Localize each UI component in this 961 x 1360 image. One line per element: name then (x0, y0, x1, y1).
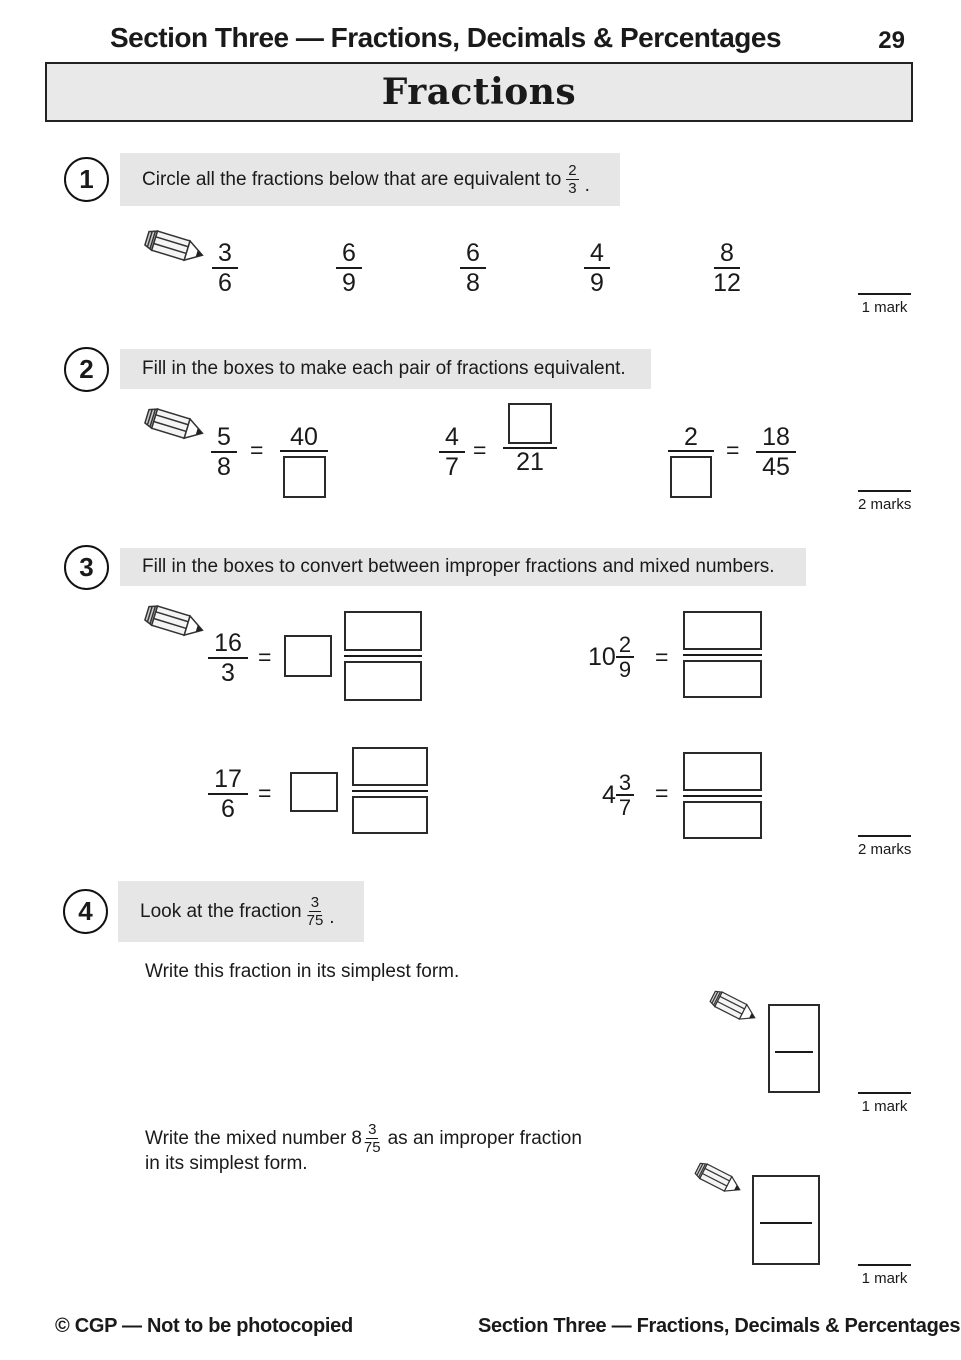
pair-2-left-fraction (430, 424, 474, 481)
denominator-answer-box[interactable] (283, 456, 326, 498)
question-3-prompt-text: Fill in the boxes to convert between improper fractions and mixed numbers. (142, 556, 775, 577)
denominator: 7 (445, 453, 459, 481)
numerator-answer-box[interactable] (683, 611, 762, 650)
marks-label: 2 marks (858, 496, 912, 513)
numerator-answer-box[interactable] (352, 747, 428, 786)
item-4-mixed-number (602, 771, 634, 819)
pencil-icon (142, 405, 210, 447)
question-1-prompt-text: Circle all the fractions below that are equivalent to (142, 168, 562, 190)
numerator: 3 (616, 771, 634, 796)
footer-section: Section Three — Fractions, Decimals & Percentages (478, 1315, 961, 1337)
question-4a-answer-box[interactable] (768, 1004, 820, 1093)
numerator: 17 (208, 766, 248, 795)
question-4b-fraction (364, 1122, 381, 1156)
section-header: Section Three — Fractions, Decimals & Percentages (109, 22, 782, 53)
denominator: 9 (342, 269, 356, 297)
question-2-marks (858, 490, 911, 513)
denominator: 9 (590, 269, 604, 297)
item-4-fraction-answer (683, 752, 762, 839)
item-1-fraction-answer (344, 611, 422, 701)
pencil-icon (142, 602, 210, 644)
equals-sign: = (258, 780, 272, 806)
target-fraction-denominator: 3 (568, 179, 577, 197)
pencil-icon (707, 987, 762, 1028)
question-4b-text-line2: in its simplest form. (145, 1153, 308, 1174)
denominator: 7 (618, 795, 632, 820)
denominator-answer-box[interactable] (683, 660, 762, 698)
target-fraction (566, 163, 578, 197)
numerator: 3 (368, 1121, 377, 1138)
numerator: 2 (616, 633, 634, 658)
question-4b-after: as an improper fraction (387, 1128, 582, 1149)
denominator: 45 (762, 453, 790, 481)
mixed-fraction (616, 771, 634, 819)
denominator: 3 (221, 659, 235, 687)
numerator: 6 (336, 240, 362, 269)
question-4b-marks (858, 1264, 911, 1287)
whole-number: 10 (588, 642, 616, 671)
question-1-prompt (120, 153, 620, 206)
question-4a-marks (858, 1092, 911, 1115)
question-4-prompt-text: Look at the fraction (140, 900, 302, 922)
equals-sign: = (473, 437, 487, 463)
marks-line (858, 835, 911, 837)
equals-sign: = (258, 644, 272, 670)
fraction-option-5[interactable] (701, 240, 753, 297)
question-4-fraction (307, 895, 324, 929)
item-3-fraction-answer (352, 747, 428, 834)
pair-1-left-fraction (202, 424, 246, 481)
mixed-whole-number: 8 (351, 1128, 362, 1149)
numerator: 3 (212, 240, 238, 269)
marks-label: 1 mark (861, 299, 908, 316)
numerator: 5 (211, 424, 237, 453)
question-1-number: 1 (64, 157, 109, 202)
denominator-answer-box[interactable] (683, 801, 762, 839)
pair-1-right-fraction (280, 424, 328, 498)
question-3-marks (858, 835, 911, 858)
pair-3-left-fraction (668, 424, 714, 498)
whole-number: 4 (602, 780, 616, 809)
numerator: 3 (310, 893, 320, 911)
numerator: 4 (584, 240, 610, 269)
whole-number-answer-box[interactable] (290, 772, 338, 812)
fraction-bar (760, 1222, 812, 1224)
mixed-fraction (616, 633, 634, 681)
numerator: 18 (756, 424, 796, 453)
fraction-bar (775, 1051, 813, 1053)
question-3-prompt (120, 548, 806, 586)
numerator-answer-box[interactable] (344, 611, 422, 651)
fraction-bar (683, 795, 762, 797)
marks-label: 1 mark (861, 1270, 908, 1287)
marks-line (858, 293, 911, 295)
denominator: 75 (363, 1139, 381, 1156)
marks-line (858, 490, 911, 492)
fraction-option-2[interactable] (323, 240, 375, 297)
question-4b-before: Write the mixed number (145, 1128, 347, 1149)
denominator: 12 (713, 269, 741, 297)
question-4-prompt-period: . (329, 907, 335, 928)
item-2-mixed-number (588, 633, 634, 681)
equals-sign: = (726, 437, 740, 463)
question-3-number: 3 (64, 545, 109, 590)
denominator: 6 (218, 269, 232, 297)
pair-3-right-fraction (752, 424, 800, 481)
page-number: 29 (878, 27, 905, 54)
denominator-answer-box[interactable] (344, 661, 422, 701)
numerator-answer-box[interactable] (508, 403, 552, 444)
equals-sign: = (655, 780, 669, 806)
fraction-bar (280, 450, 328, 452)
denominator-answer-box[interactable] (670, 456, 712, 498)
question-2-prompt-text: Fill in the boxes to make each pair of fractions equivalent. (142, 358, 626, 379)
pencil-icon (692, 1159, 747, 1200)
denominator: 6 (221, 795, 235, 823)
question-4b-text-line1 (145, 1122, 582, 1156)
denominator: 9 (618, 657, 632, 682)
numerator: 6 (460, 240, 486, 269)
pair-2-right-fraction (503, 403, 557, 475)
worksheet-title: Fractions (381, 71, 577, 113)
question-4b-answer-box[interactable] (752, 1175, 820, 1265)
question-1-prompt-period: . (584, 175, 590, 196)
marks-label: 2 marks (858, 841, 912, 858)
fraction-bar (344, 655, 422, 657)
denominator: 21 (516, 448, 544, 476)
fraction-bar (352, 790, 428, 792)
numerator: 4 (439, 424, 465, 453)
fraction-option-3[interactable] (447, 240, 499, 297)
footer-copyright: © CGP — Not to be photocopied (55, 1315, 353, 1337)
marks-label: 1 mark (861, 1098, 908, 1115)
numerator-answer-box[interactable] (683, 752, 762, 791)
fraction-option-4[interactable] (571, 240, 623, 297)
equals-sign: = (250, 437, 264, 463)
numerator: 16 (208, 630, 248, 659)
item-1-improper-fraction (204, 630, 252, 687)
fraction-bar (683, 654, 762, 656)
numerator: 2 (684, 423, 698, 451)
question-2-number: 2 (64, 347, 109, 392)
question-1-marks (858, 293, 911, 316)
denominator: 8 (466, 269, 480, 297)
numerator: 40 (290, 423, 318, 451)
worksheet-title-box (45, 62, 913, 122)
item-2-fraction-answer (683, 611, 762, 698)
marks-line (858, 1264, 911, 1266)
denominator-answer-box[interactable] (352, 796, 428, 834)
equals-sign: = (655, 644, 669, 670)
whole-number-answer-box[interactable] (284, 635, 332, 677)
denominator: 75 (306, 911, 324, 929)
fraction-option-1[interactable] (199, 240, 251, 297)
denominator: 8 (217, 453, 231, 481)
item-3-improper-fraction (204, 766, 252, 823)
target-fraction-numerator: 2 (568, 161, 577, 179)
question-4-prompt (118, 881, 364, 942)
question-4-number: 4 (63, 889, 108, 934)
numerator: 8 (714, 240, 740, 269)
question-2-prompt (120, 349, 651, 389)
fraction-bar (668, 450, 714, 452)
marks-line (858, 1092, 911, 1094)
question-4a-text: Write this fraction in its simplest form. (145, 961, 460, 982)
